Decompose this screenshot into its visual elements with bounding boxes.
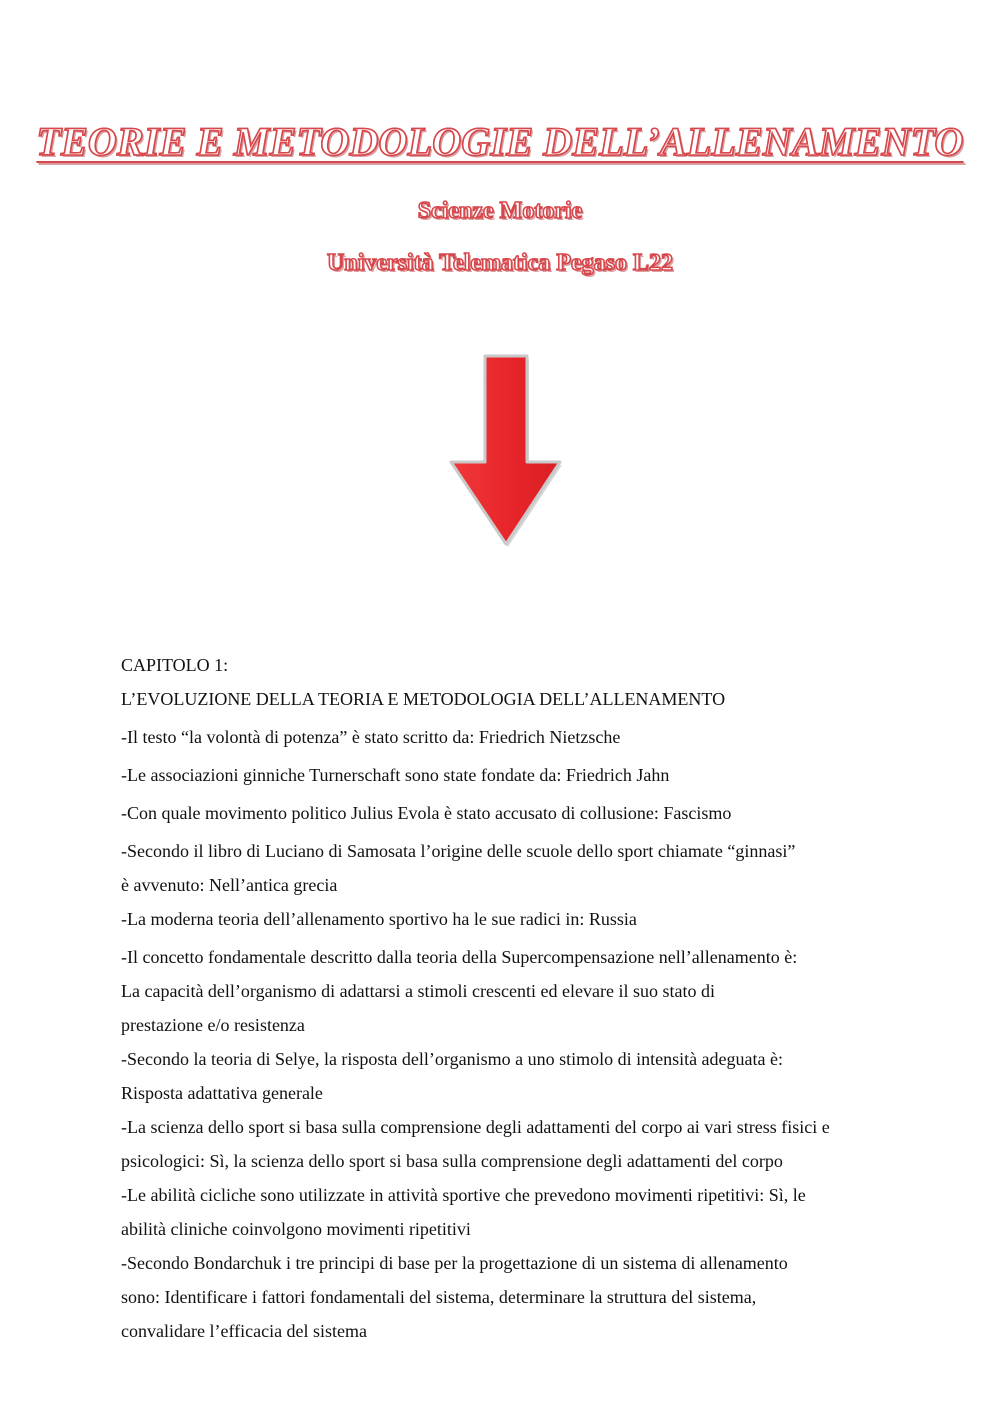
document-title: TEORIE E METODOLOGIE DELL’ALLENAMENTO xyxy=(36,119,964,164)
arrow-down-icon xyxy=(438,350,573,550)
content-line: -Le associazioni ginniche Turnerschaft sono state fondate da: Friedrich Jahn xyxy=(121,765,670,785)
content-line: -Il testo “la volontà di potenza” è stato scritto da: Friedrich Nietzsche xyxy=(121,727,621,747)
chapter-number: CAPITOLO 1: xyxy=(121,655,229,675)
content-line: sono: Identificare i fattori fondamentali del sistema, determinare la struttura del sistema, xyxy=(121,1287,757,1307)
content-line: -Secondo la teoria di Selye, la risposta dell’organismo a uno stimolo di intensità adeguata è: xyxy=(121,1049,784,1069)
content-line: -La scienza dello sport si basa sulla comprensione degli adattamenti del corpo ai vari stress fisici e xyxy=(121,1117,830,1137)
document-subtitle-course: Scienze Motorie xyxy=(417,198,583,224)
content-line: -Il concetto fondamentale descritto dalla teoria della Supercompensazione nell’allenamento è: xyxy=(121,947,798,967)
chapter-content xyxy=(121,648,921,1348)
content-line: prestazione e/o resistenza xyxy=(121,1015,305,1035)
document-subtitle-university: Università Telematica Pegaso L22 xyxy=(327,250,673,276)
content-line: -Le abilità cicliche sono utilizzate in attività sportive che prevedono movimenti ripetitivi: Sì, le xyxy=(121,1185,806,1205)
content-line: -La moderna teoria dell’allenamento sportivo ha le sue radici in: Russia xyxy=(121,909,637,929)
content-line: -Secondo Bondarchuk i tre principi di base per la progettazione di un sistema di allenamento xyxy=(121,1253,788,1273)
content-line: convalidare l’efficacia del sistema xyxy=(121,1321,368,1341)
content-line: è avvenuto: Nell’antica grecia xyxy=(121,875,338,895)
content-line: La capacità dell’organismo di adattarsi a stimoli crescenti ed elevare il suo stato di xyxy=(121,981,715,1001)
content-line: psicologici: Sì, la scienza dello sport si basa sulla comprensione degli adattamenti del corpo xyxy=(121,1151,783,1171)
chapter-title: L’EVOLUZIONE DELLA TEORIA E METODOLOGIA DELL’ALLENAMENTO xyxy=(121,689,726,709)
content-line: abilità cliniche coinvolgono movimenti ripetitivi xyxy=(121,1219,471,1239)
content-line: -Secondo il libro di Luciano di Samosata l’origine delle scuole dello sport chiamate “ginnasi” xyxy=(121,841,796,861)
content-line: Risposta adattativa generale xyxy=(121,1083,323,1103)
content-line: -Con quale movimento politico Julius Evola è stato accusato di collusione: Fascismo xyxy=(121,803,732,823)
